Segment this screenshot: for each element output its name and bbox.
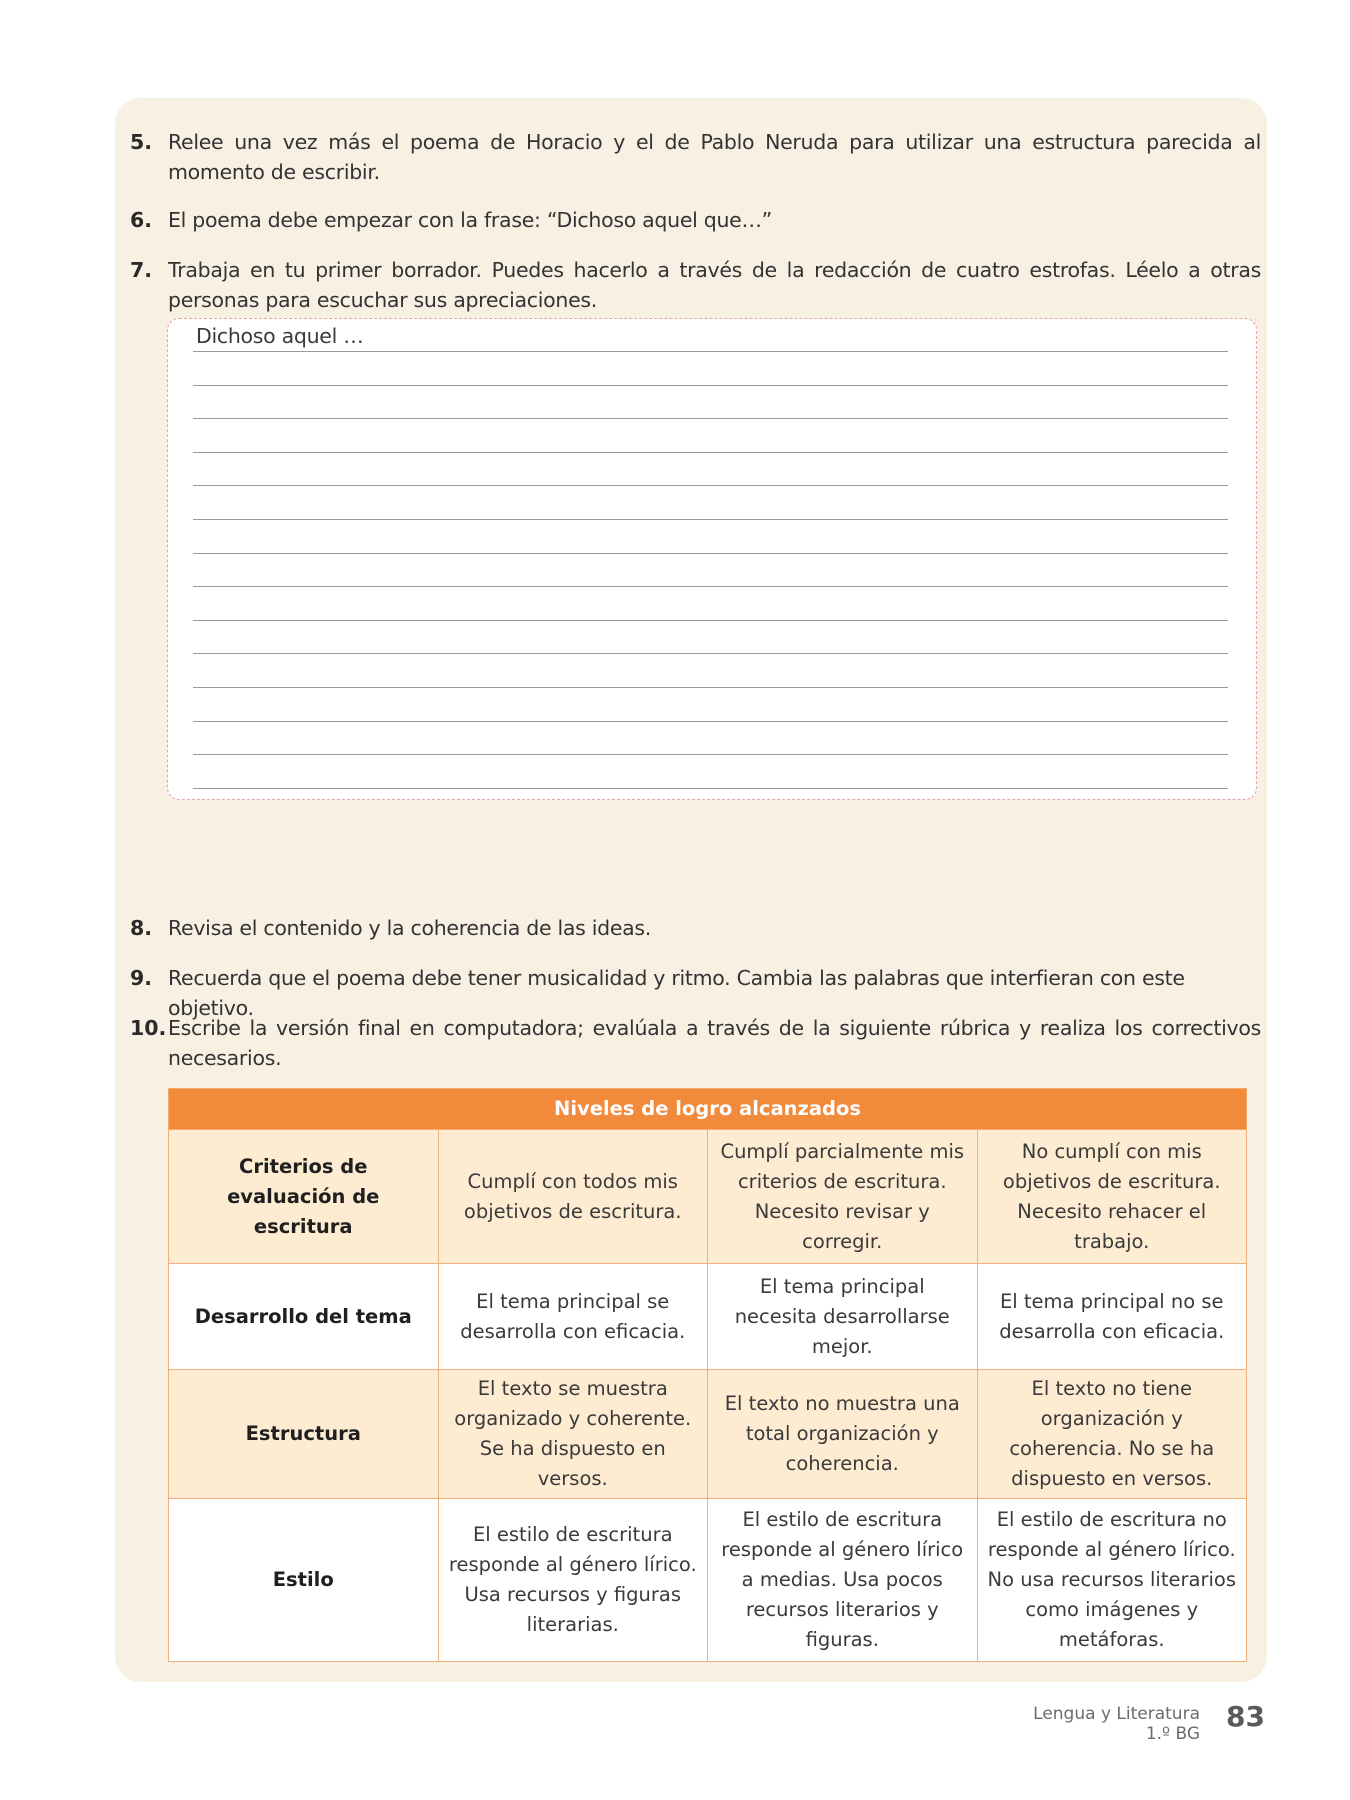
instruction-number: 5.: [130, 130, 153, 154]
rubric-criterion: Estructura: [169, 1370, 439, 1499]
rubric-row: [169, 1370, 1247, 1499]
rubric-criterion: Estilo: [169, 1499, 439, 1662]
rubric-row: [169, 1264, 1247, 1370]
instruction-text: Relee una vez más el poema de Horacio y el de Pablo Neruda para utilizar una estructura parecida al momento de escribir.: [168, 130, 1261, 184]
instruction-item: [130, 255, 1260, 315]
rubric-cell: El tema principal se desarrolla con eficacia.: [438, 1264, 708, 1370]
grade-label: 1.º BG: [1145, 1724, 1200, 1744]
instruction-number: 8.: [130, 916, 153, 940]
writing-line[interactable]: [193, 351, 1228, 352]
draft-starter-text: Dichoso aquel …: [196, 324, 364, 348]
rubric-cell: El texto se muestra organizado y coherente. Se ha dispuesto en versos.: [438, 1370, 708, 1499]
rubric-cell: El estilo de escritura no responde al género lírico. No usa recursos literarios como imágenes y metáforas.: [977, 1499, 1247, 1662]
writing-line[interactable]: [193, 721, 1228, 722]
rubric-title: Niveles de logro alcanzados: [169, 1089, 1247, 1130]
writing-line[interactable]: [193, 485, 1228, 486]
instruction-number: 9.: [130, 966, 153, 990]
instruction-text: Recuerda que el poema debe tener musicalidad y ritmo. Cambia las palabras que interfieran con este objetivo.: [168, 966, 1185, 1020]
rubric-level-header: Cumplí parcialmente mis criterios de escritura. Necesito revisar y corregir.: [708, 1130, 978, 1264]
instruction-item: [130, 127, 1260, 187]
rubric-cell: El texto no tiene organización y coherencia. No se ha dispuesto en versos.: [977, 1370, 1247, 1499]
draft-writing-box[interactable]: [167, 318, 1257, 800]
writing-line[interactable]: [193, 788, 1228, 789]
rubric-cell: El estilo de escritura responde al género lírico a medias. Usa pocos recursos literarios y figuras.: [708, 1499, 978, 1662]
rubric-row: [169, 1499, 1247, 1662]
writing-line[interactable]: [193, 385, 1228, 386]
instruction-text: El poema debe empezar con la frase: “Dichoso aquel que…”: [168, 208, 772, 232]
instruction-text: Escribe la versión final en computadora; evalúala a través de la siguiente rúbrica y realiza los correctivos necesarios.: [168, 1016, 1261, 1070]
instruction-item: [130, 205, 1260, 235]
rubric-cell: El tema principal no se desarrolla con eficacia.: [977, 1264, 1247, 1370]
instruction-text: Revisa el contenido y la coherencia de las ideas.: [168, 916, 652, 940]
instruction-number: 6.: [130, 208, 153, 232]
writing-line[interactable]: [193, 418, 1228, 419]
rubric-level-header: Cumplí con todos mis objetivos de escritura.: [438, 1130, 708, 1264]
writing-line[interactable]: [193, 519, 1228, 520]
writing-line[interactable]: [193, 452, 1228, 453]
instruction-item: [130, 913, 1260, 943]
writing-line[interactable]: [193, 553, 1228, 554]
rubric-cell: El tema principal necesita desarrollarse mejor.: [708, 1264, 978, 1370]
instruction-text: Trabaja en tu primer borrador. Puedes hacerlo a través de la redacción de cuatro estrofas. Léelo a otras personas para escuchar sus apreciaciones.: [168, 258, 1261, 312]
rubric-header-row: [169, 1130, 1247, 1264]
footer-subject: [1033, 1704, 1200, 1744]
instruction-number: 10.: [130, 1016, 167, 1040]
writing-line[interactable]: [193, 586, 1228, 587]
writing-line[interactable]: [193, 620, 1228, 621]
instruction-item: [130, 1013, 1260, 1073]
rubric-criterion: Desarrollo del tema: [169, 1264, 439, 1370]
subject-name: Lengua y Literatura: [1033, 1704, 1200, 1724]
writing-line[interactable]: [193, 687, 1228, 688]
rubric-cell: El texto no muestra una total organización y coherencia.: [708, 1370, 978, 1499]
rubric-criteria-header: Criterios de evaluación de escritura: [169, 1130, 439, 1264]
rubric-table: [168, 1088, 1247, 1662]
rubric-cell: El estilo de escritura responde al género lírico. Usa recursos y figuras literarias.: [438, 1499, 708, 1662]
rubric-level-header: No cumplí con mis objetivos de escritura. Necesito rehacer el trabajo.: [977, 1130, 1247, 1264]
writing-line[interactable]: [193, 754, 1228, 755]
instruction-number: 7.: [130, 258, 153, 282]
writing-line[interactable]: [193, 653, 1228, 654]
page-number: 83: [1226, 1700, 1265, 1733]
